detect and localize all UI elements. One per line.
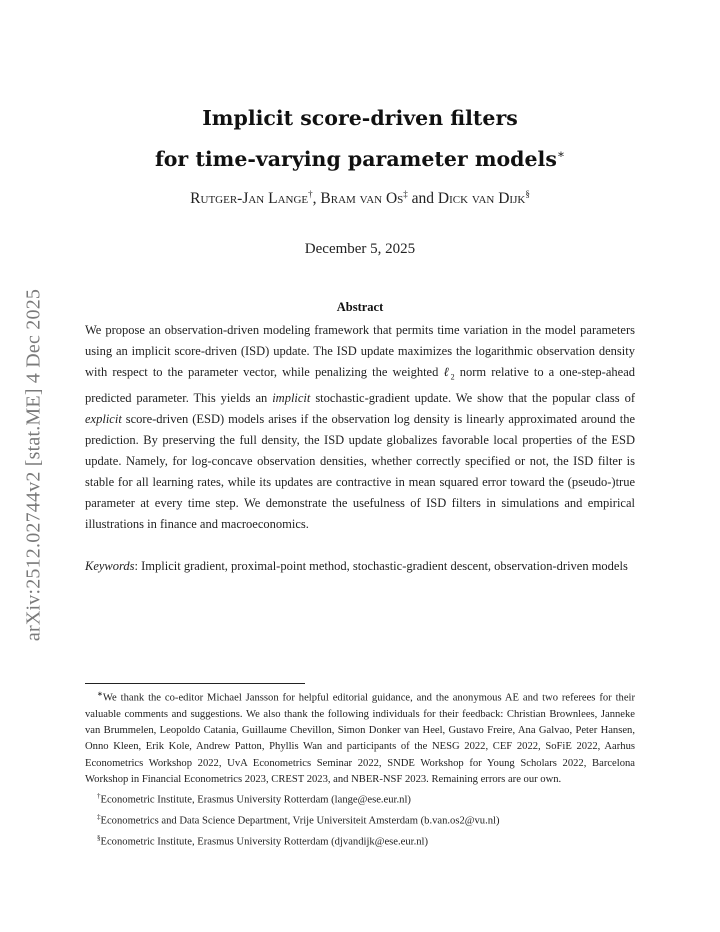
title-line-2 — [0, 136, 720, 177]
footnote-acknowledgements — [85, 686, 635, 788]
abstract-implicit-word: implicit — [272, 390, 311, 405]
title-footnote-mark: ∗ — [556, 147, 566, 161]
paper-date: December 5, 2025 — [304, 241, 416, 257]
author-2: Bram van Os — [320, 190, 404, 208]
footnote-affiliation-2 — [85, 809, 635, 830]
author-2-mark: ‡ — [403, 189, 408, 199]
keywords-label: Keywords — [85, 559, 135, 573]
keywords — [85, 556, 635, 577]
title-line-2-text: for time-varying parameter models — [154, 146, 557, 171]
abstract-explicit-word: explicit — [85, 411, 122, 426]
author-1-mark: † — [308, 189, 313, 199]
author-3: Dick van Dijk — [437, 190, 526, 208]
footnote-4-text: Econometric Institute, Erasmus University Rotterdam (djvandijk@ese.eur.nl) — [100, 836, 428, 848]
abstract-text-2: norm relative to a one-step-ahead predicted parameter. This yields an — [85, 365, 635, 405]
author-1: Rutger-Jan Lange — [190, 190, 309, 208]
footnote-affiliation-1 — [85, 788, 635, 809]
footnote-3-text: Econometrics and Data Science Department, Vrije Universiteit Amsterdam (b.van.os2@vu.nl) — [100, 815, 500, 827]
footnote-affiliation-3 — [85, 830, 635, 851]
footnote-4-mark: § — [97, 833, 101, 842]
abstract-text-3: stochastic-gradient update. We show that the popular class of — [310, 390, 635, 405]
keywords-text: : Implicit gradient, proximal-point method, stochastic-gradient descent, observation-driven models — [134, 559, 628, 573]
footnote-1-mark: ∗ — [97, 690, 103, 698]
ell-symbol: ℓ — [443, 365, 451, 379]
footnote-divider — [85, 683, 305, 684]
ell-subscript: 2 — [450, 372, 455, 382]
abstract-text-1: We propose an observation-driven modeling framework that permits time variation in the model parameters using an implicit score-driven (ISD) update. The ISD update maximizes the logarithmic observation density with respect to the parameter vector, while penalizing the weighted — [85, 323, 635, 379]
footnote-2-text: Econometric Institute, Erasmus University Rotterdam (lange@ese.eur.nl) — [100, 794, 411, 806]
author-3-mark: § — [525, 189, 530, 199]
paper-title — [0, 100, 720, 177]
footnotes — [85, 686, 635, 851]
abstract-heading: Abstract — [336, 300, 384, 314]
arxiv-identifier-stamp: arXiv:2512.02744v2 [stat.ME] 4 Dec 2025 — [22, 288, 45, 642]
abstract-body — [85, 320, 635, 535]
footnote-2-mark: † — [97, 792, 101, 801]
abstract-paragraph — [85, 320, 635, 535]
footnote-1-text: We thank the co-editor Michael Jansson for helpful editorial guidance, and the anonymous AE and two referees for their valuable comments and suggestions. We also thank the following individuals for their feedback: Christian Brownlees, Janneke van Brummelen, Leopoldo Catania, Guillaume Chevillon, Simon Donker van Heel, Gustavo Freire, Ana Galvao, Peter Hansen, Onno Kleen, Erik Kole, Andrew Patton, Phyllis Wan and participants of the NESG 2022, CEF 2022, SoFiE 2022, Aarhus Econometrics Workshop 2022, UvA Econometrics Seminar 2022, SNDE Workshop for Young Scholars 2022, Barcelona Workshop in Financial Econometrics 2023, CREST 2023, and NBER-NSF 2023. Remaining errors are our own. — [85, 692, 635, 786]
footnote-3-mark: ‡ — [97, 813, 101, 822]
author-conjunction: and — [411, 190, 435, 208]
abstract-text-4: score-driven (ESD) models arises if the observation log density is linearly approximated around the prediction. By preserving the full density, the ISD update globalizes favorable local properties of the ESD update. Namely, for log-concave observation densities, whether correctly specified or not, the ISD filter is stable for all learning rates, while its updates are contractive in mean squared error toward the (pseudo-)true parameter at every time step. We demonstrate the usefulness of ISD filters in simulations and empirical illustrations in finance and macroeconomics. — [85, 411, 635, 531]
author-list: Rutger-Jan Lange†, Bram van Os‡ and Dick van Dijk§ — [190, 189, 530, 208]
title-line-1: Implicit score-driven filters — [202, 106, 518, 130]
